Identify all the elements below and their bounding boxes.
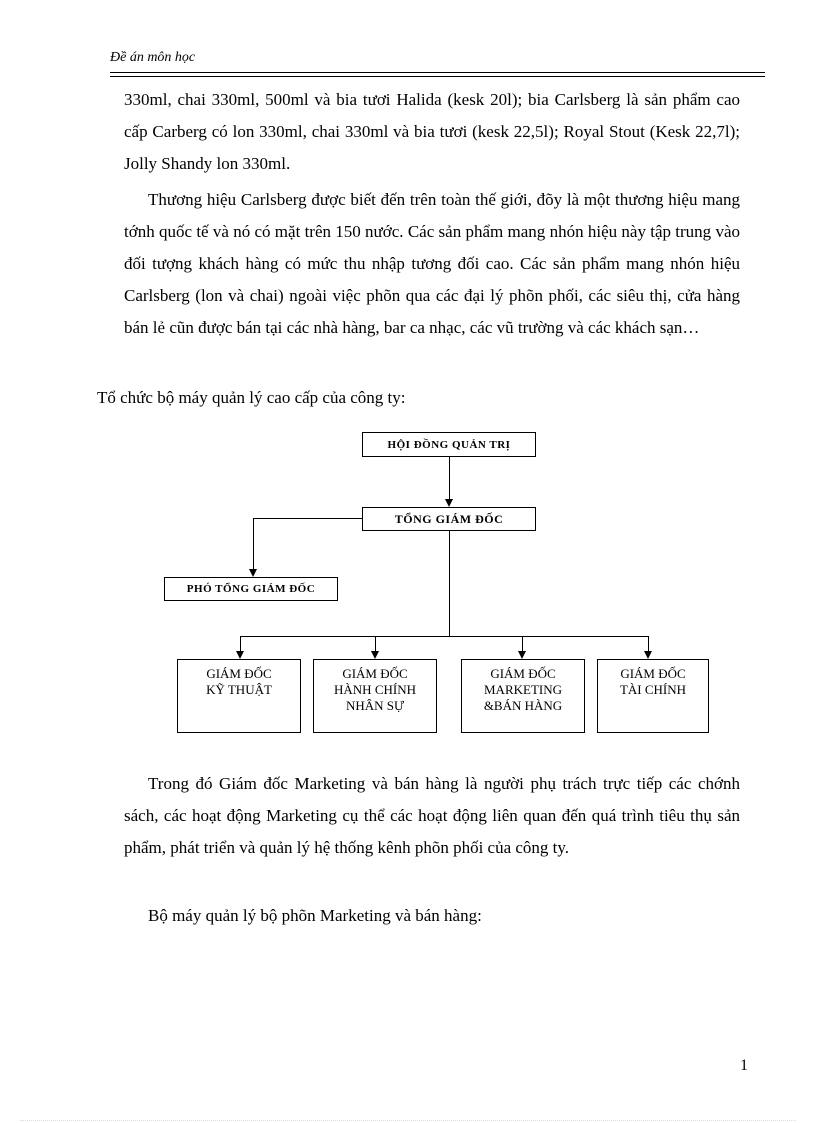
ceo-box: TỔNG GIÁM ĐỐC xyxy=(362,507,536,531)
dept4-connector xyxy=(648,636,649,651)
ceo-to-deputy-horizontal xyxy=(253,518,362,519)
dept2-connector xyxy=(375,636,376,651)
dept-marketing-sales-box: GIÁM ĐỐC MARKETING &BÁN HÀNG xyxy=(461,659,585,733)
paragraph-4: Bộ máy quản lý bộ phõn Marketing và bán hàng: xyxy=(148,906,482,925)
arrow-to-dept4 xyxy=(644,651,652,659)
dept1-connector xyxy=(240,636,241,651)
ceo-down-line xyxy=(449,531,450,636)
ceo-to-deputy-vertical xyxy=(253,518,254,570)
arrow-to-deputy xyxy=(249,569,257,577)
document-header: Đề án môn học xyxy=(110,50,196,65)
dept-finance-box: GIÁM ĐỐC TÀI CHÍNH xyxy=(597,659,709,733)
dept-technical-box: GIÁM ĐỐC KỸ THUẬT xyxy=(177,659,301,733)
arrow-to-dept2 xyxy=(371,651,379,659)
paragraph-2: Thương hiệu Carlsberg được biết đến trên toàn thế giới, đõy là một thương hiệu mang tớnh quốc tế và nó có mặt trên 150 nước. Các sản phẩm mang nhón hiệu này tập trung vào đối tượng khách hàng có mức thu nhập tương đối cao. Các sản phẩm mang nhón hiệu Carlsberg (lon và chai) ngoài việc phõn qua các đại lý phõn phối, các siêu thị, cửa hàng bán lẻ cũn được bán tại các nhà hàng, bar ca nhạc, các vũ trường và các khách sạn… xyxy=(124,190,740,337)
deputy-box: PHÓ TỔNG GIÁM ĐỐC xyxy=(164,577,338,601)
arrow-to-ceo xyxy=(445,499,453,507)
header-rule-top xyxy=(110,72,765,73)
arrow-to-dept1 xyxy=(236,651,244,659)
dept-admin-hr-box: GIÁM ĐỐC HÀNH CHÍNH NHÂN SỰ xyxy=(313,659,437,733)
header-rule-bottom xyxy=(110,76,765,77)
page-number: 1 xyxy=(740,1057,748,1074)
board-box: HỘI ĐỒNG QUẢN TRỊ xyxy=(362,432,536,457)
paragraph-3: Trong đó Giám đốc Marketing và bán hàng là người phụ trách trực tiếp các chớnh sách, các hoạt động Marketing cụ thể các hoạt động liên quan đến quá trình tiêu thụ sản phẩm, phát triển và quản lý hệ thống kênh phõn phối của công ty. xyxy=(124,774,740,857)
arrow-to-dept3 xyxy=(518,651,526,659)
paragraph-1: 330ml, chai 330ml, 500ml và bia tươi Halida (kesk 20l); bia Carlsberg là sản phẩm cao cấp Carberg có lon 330ml, chai 330ml và bia tươi (kesk 22,5l); Royal Stout (Kesk 22,7l); Jolly Shandy lon 330ml. xyxy=(124,90,740,173)
org-chart-heading: Tổ chức bộ máy quản lý cao cấp của công ty: xyxy=(97,388,406,407)
departments-bus-line xyxy=(240,636,648,637)
board-to-ceo-line xyxy=(449,457,450,499)
page-bottom-rule xyxy=(20,1120,796,1121)
dept3-connector xyxy=(522,636,523,651)
